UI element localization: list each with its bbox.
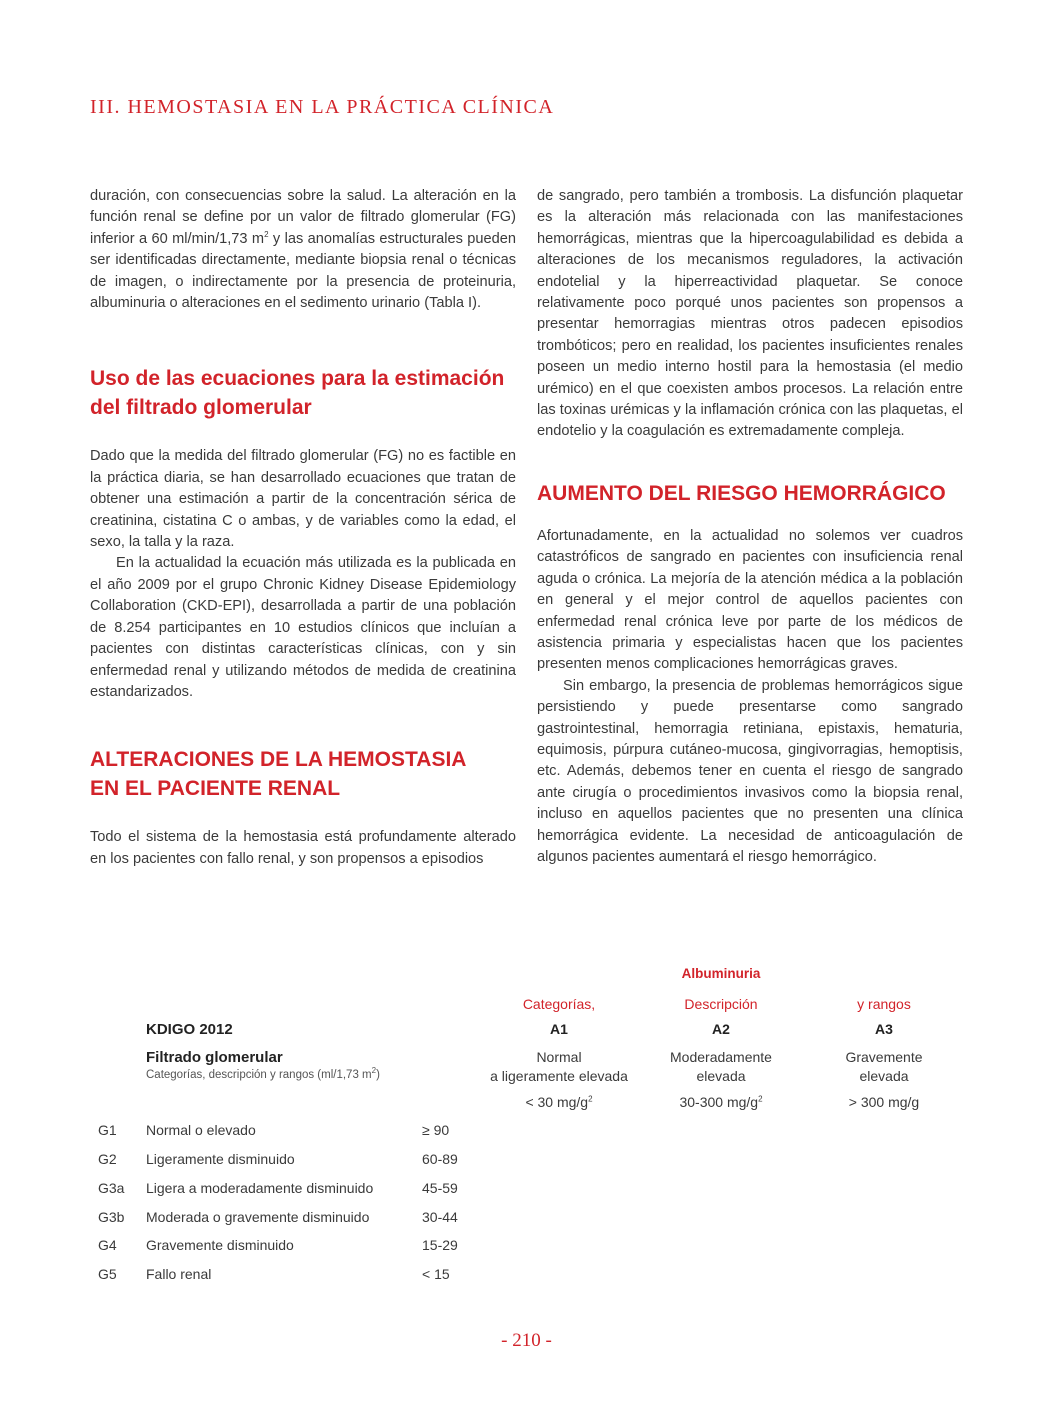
row-desc: Ligeramente disminuido: [146, 1151, 295, 1167]
column-desc: Moderadamente: [670, 1049, 772, 1065]
paragraph: Sin embargo, la presencia de problemas hemorrágicos sigue persistiendo y puede presentarse como sangrado gastrointestinal, hemorragia retiniana, epistaxis, hematuria, equimosis, púrpura cutáneo-mucosa, gingivorragias, hemoptisis, etc. Además, debemos tener en cuenta el riesgo de sangrado ante cirugía o procedimientos invasivos como la biopsia renal, incluso en aquellos pacientes que no presenten una clínica hemorrágica evidente. La necesidad de anticoagulación de algunos pacientes aumentará el riesgo hemorrágico.: [537, 677, 963, 865]
range-text: 30-300 mg/g: [679, 1094, 759, 1110]
sub-header: y rangos: [857, 996, 911, 1012]
row-range: < 15: [422, 1266, 450, 1282]
row-range: 30-44: [422, 1209, 458, 1225]
fg-subtitle: [146, 1066, 380, 1081]
column-range: [794, 1094, 974, 1110]
column-range: [631, 1094, 811, 1110]
row-range: 60-89: [422, 1151, 458, 1167]
column-desc: a ligeramente elevada: [490, 1068, 628, 1084]
paragraph-text: duración, con consecuencias sobre la salud. La alteración en la función renal se define por un valor de filtrado glomerular (FG) inferior a 60 ml/min/1,73 m: [90, 188, 516, 247]
paragraph: [90, 186, 516, 314]
row-desc: Normal o elevado: [146, 1122, 256, 1138]
row-desc: Fallo renal: [146, 1266, 212, 1282]
paragraph: Dado que la medida del filtrado glomerular (FG) no es factible en la práctica diaria, se han desarrollado ecuaciones que tratan de obtener una estimación a partir de la concentración sérica de creatinina, cistatina C o ambas, y de variables como la edad, el sexo, la talla y la raza.: [90, 448, 516, 551]
fg-title: Filtrado glomerular: [146, 1049, 283, 1066]
column-code: A1: [550, 1021, 568, 1037]
albuminuria-header: Albuminuria: [681, 966, 761, 981]
paragraph: Todo el sistema de la hemostasia está profundamente alterado en los pacientes con fallo renal, y son propensos a episodios: [90, 829, 516, 867]
row-range: 15-29: [422, 1237, 458, 1253]
right-column: [537, 186, 963, 868]
column-range: [469, 1094, 649, 1110]
superscript: 2: [588, 1094, 593, 1104]
row-code: G5: [98, 1266, 117, 1282]
fg-subtitle-text: ): [376, 1069, 380, 1081]
row-desc: Moderada o gravemente disminuido: [146, 1209, 370, 1225]
superscript: 2: [758, 1094, 763, 1104]
table-title: KDIGO 2012: [146, 1021, 233, 1038]
row-code: G3b: [98, 1209, 125, 1225]
row-code: G4: [98, 1237, 117, 1253]
sub-header: Descripción: [684, 996, 758, 1012]
section-heading: Uso de las ecuaciones para la estimación del filtrado glomerular: [90, 367, 505, 420]
row-range: 45-59: [422, 1180, 458, 1196]
column-code: A2: [712, 1021, 730, 1037]
superscript: 2: [371, 1066, 377, 1076]
paragraph-text: y las anomalías estructurales pueden ser identificadas directamente, mediante biopsia renal o técnicas de imagen, o indirectamente por la presencia de proteinuria, albuminuria o alteraciones en el sedimento urinario (Tabla I).: [90, 230, 516, 312]
row-code: G1: [98, 1122, 117, 1138]
running-title: III. HEMOSTASIA EN LA PRÁCTICA CLÍNICA: [90, 96, 555, 118]
range-text: > 300 mg/g: [848, 1094, 920, 1110]
column-desc: Normal: [536, 1049, 582, 1065]
column-desc: elevada: [859, 1068, 909, 1084]
row-desc: Gravemente disminuido: [146, 1237, 294, 1253]
section-heading: AUMENTO DEL RIESGO HEMORRÁGICO: [537, 481, 946, 505]
kdigo-table: [0, 960, 1053, 1300]
superscript: 2: [264, 229, 269, 239]
range-text: < 30 mg/g: [525, 1094, 589, 1110]
column-desc: elevada: [696, 1068, 746, 1084]
row-range: ≥ 90: [422, 1122, 450, 1138]
row-desc: Ligera a moderadamente disminuido: [146, 1180, 374, 1196]
left-column: [90, 186, 516, 870]
section-heading: ALTERACIONES DE LA HEMOSTASIA EN EL PACIENTE RENAL: [90, 748, 466, 801]
fg-subtitle-text: Categorías, descripción y rangos (ml/1,73 m: [146, 1069, 372, 1081]
sub-header: Categorías,: [522, 996, 596, 1012]
column-code: A3: [875, 1021, 893, 1037]
column-desc: Gravemente: [845, 1049, 923, 1065]
page-number: - 210 -: [501, 1330, 552, 1351]
row-code: G2: [98, 1151, 117, 1167]
paragraph: Afortunadamente, en la actualidad no solemos ver cuadros catastróficos de sangrado en pacientes con insuficiencia renal aguda o crónica. La mejoría de la atención médica a la población en general y el mejor control de aquellos pacientes con enfermedad renal crónica leve por parte de los médicos de asistencia primaria y especialistas hacen que los pacientes presenten menos complicaciones hemorrágicas graves.: [537, 527, 963, 673]
paragraph: de sangrado, pero también a trombosis. La disfunción plaquetar es la alteración más relacionada con las manifestaciones hemorrágicas, mientras que la hipercoagulabilidad es debida a alteraciones de los mecanismos reguladores, la activación endotelial y la hiperreactividad plaquetar. Se conoce relativamente poco porqué unos pacientes son propensos a presentar hemorragias mientras otros padecen episodios trombóticos; pero en realidad, los pacientes insuficientes renales poseen un medio interno hostil para la hemostasia (el medio urémico) en el que coexisten ambos procesos. La relación entre las toxinas urémicas y la inflamación crónica con las plaquetas, el endotelio y la coagulación es extremadamente compleja.: [537, 188, 963, 440]
paragraph: En la actualidad la ecuación más utilizada es la publicada en el año 2009 por el grupo Chronic Kidney Disease Epidemiology Collaboration (CKD-EPI), desarrollada a partir de una población de 8.254 participantes en 10 estudios clínicos que incluían a pacientes con distintas características clínicas, con y sin enfermedad renal y utilizando métodos de medida de creatinina estandarizados.: [90, 555, 516, 700]
row-code: G3a: [98, 1180, 125, 1196]
